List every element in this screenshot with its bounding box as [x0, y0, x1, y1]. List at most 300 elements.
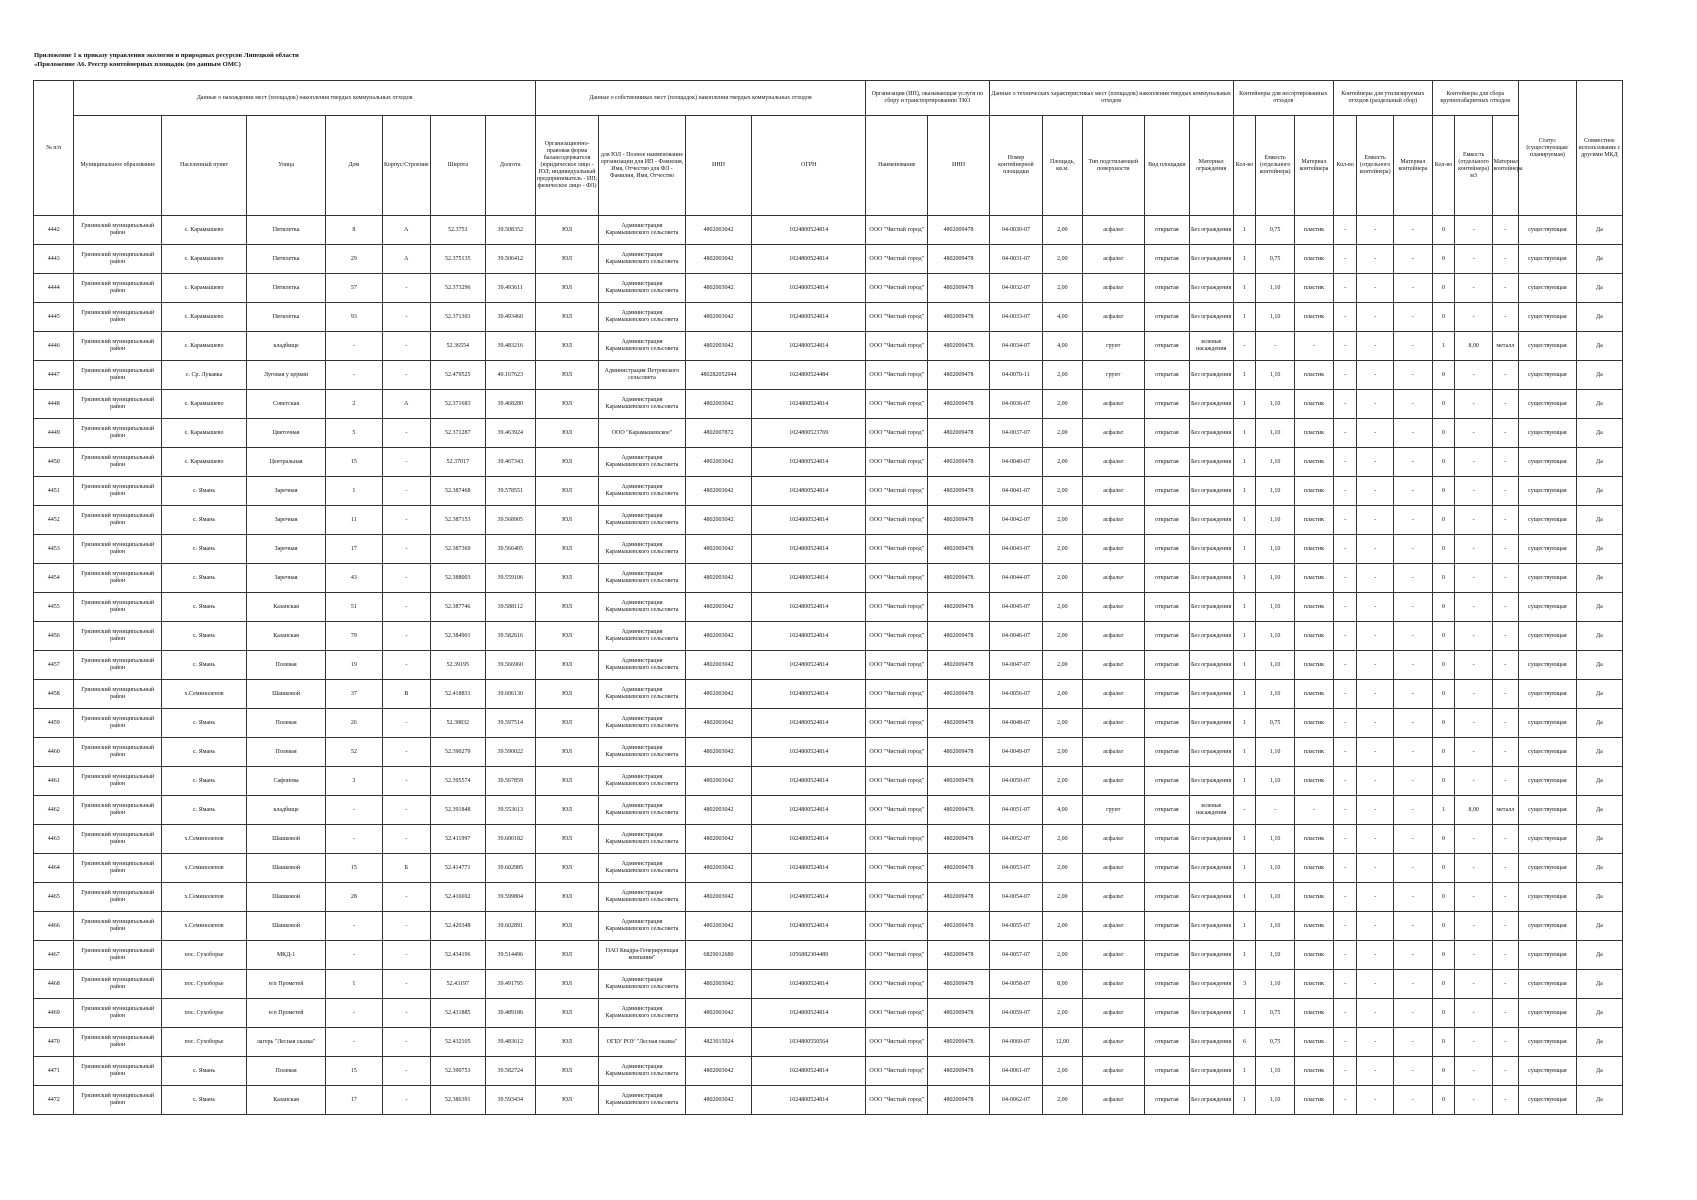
table-cell: 4467 [34, 941, 74, 970]
table-cell: Пятилетка [247, 216, 326, 245]
table-cell: - [1394, 1028, 1432, 1057]
table-cell: 1,10 [1256, 419, 1294, 448]
col-inn: ИНН [685, 116, 752, 216]
table-cell: 4442 [34, 216, 74, 245]
group-sorted: Контейнеры для несортированных отходов [1233, 81, 1334, 116]
table-cell: 1,10 [1256, 274, 1294, 303]
table-cell: 0 [1432, 738, 1455, 767]
table-cell: 1 [1233, 825, 1256, 854]
table-cell: Грязинский муниципальный район [74, 448, 161, 477]
table-cell: - [1233, 332, 1256, 361]
table-cell: - [1455, 1057, 1492, 1086]
table-cell: 4449 [34, 419, 74, 448]
table-cell: ЮЛ [535, 535, 598, 564]
table-cell: 52.387369 [430, 535, 485, 564]
col-recyclable-material: Материал контейнера [1394, 116, 1432, 216]
table-cell: пластик [1294, 245, 1333, 274]
table-cell: зеленые насаждения [1189, 796, 1233, 825]
table-cell: пластик [1294, 854, 1333, 883]
table-cell: - [1455, 216, 1492, 245]
table-cell: асфальт [1082, 274, 1144, 303]
table-cell: - [1357, 854, 1394, 883]
table-cell: 52.38832 [430, 709, 485, 738]
table-cell: 52.416692 [430, 883, 485, 912]
table-cell: 04-0058-07 [989, 970, 1043, 999]
table-cell: ЮЛ [535, 564, 598, 593]
table-cell: - [1492, 912, 1518, 941]
table-cell: 04-0053-07 [989, 854, 1043, 883]
table-cell: 0 [1432, 390, 1455, 419]
table-cell: - [1334, 1086, 1357, 1115]
table-cell: существующая [1518, 1028, 1576, 1057]
table-cell: Без ограждения [1189, 912, 1233, 941]
table-cell: ЮЛ [535, 941, 598, 970]
table-cell: 1 [1233, 303, 1256, 332]
table-cell: Грязинский муниципальный район [74, 883, 161, 912]
table-cell: 6829012680 [685, 941, 752, 970]
table-cell: Заречная [247, 564, 326, 593]
table-row [34, 477, 1623, 506]
table-cell: 4461 [34, 767, 74, 796]
table-cell: 52.384901 [430, 622, 485, 651]
table-cell: 1024800524814 [752, 680, 866, 709]
table-cell: - [1394, 622, 1432, 651]
table-cell: - [1357, 1028, 1394, 1057]
table-cell: кладбище [247, 332, 326, 361]
table-cell: - [1334, 912, 1357, 941]
table-cell: открытая [1144, 883, 1189, 912]
table-cell: 4802009478 [928, 332, 989, 361]
table-cell: пос. Сухоборье [161, 941, 246, 970]
table-cell: ЮЛ [535, 332, 598, 361]
table-row [34, 1086, 1623, 1115]
table-cell: 39.483216 [485, 332, 535, 361]
table-cell: Шашковой [247, 854, 326, 883]
table-cell: 04-0033-07 [989, 303, 1043, 332]
table-cell: 1 [1233, 622, 1256, 651]
table-cell: 4802009478 [928, 709, 989, 738]
group-recyclable: Контейнеры для утилизируемых отходов (раздельный сбор) [1334, 81, 1432, 116]
table-row [34, 1057, 1623, 1086]
table-cell: - [382, 448, 430, 477]
table-cell: - [1334, 680, 1357, 709]
table-cell: 4445 [34, 303, 74, 332]
table-cell: Грязинский муниципальный район [74, 593, 161, 622]
table-row [34, 883, 1623, 912]
table-cell: 1,10 [1256, 680, 1294, 709]
table-cell: пластик [1294, 303, 1333, 332]
table-cell: 52 [325, 738, 382, 767]
table-cell: 4802009478 [928, 738, 989, 767]
table-cell: 4802009478 [928, 1057, 989, 1086]
table-cell: Да [1576, 390, 1622, 419]
table-cell: 4802009478 [928, 303, 989, 332]
table-cell: 4802003042 [685, 796, 752, 825]
table-cell: существующая [1518, 622, 1576, 651]
table-cell: 1 [1233, 941, 1256, 970]
table-cell: асфальт [1082, 709, 1144, 738]
table-cell: 52.36554 [430, 332, 485, 361]
table-cell: 0 [1432, 854, 1455, 883]
col-surface: Тип подстилающей поверхности [1082, 116, 1144, 216]
table-cell: пластик [1294, 883, 1333, 912]
table-cell: 4802003042 [685, 883, 752, 912]
table-cell: 1024800524814 [752, 709, 866, 738]
table-cell: 2,00 [1043, 361, 1082, 390]
table-cell: - [1334, 419, 1357, 448]
table-cell: 0 [1432, 825, 1455, 854]
table-cell: 39.568905 [485, 506, 535, 535]
table-cell: 4802009478 [928, 593, 989, 622]
table-cell: - [325, 361, 382, 390]
table-cell: 1,10 [1256, 941, 1294, 970]
table-cell: пос. Сухоборье [161, 1028, 246, 1057]
table-cell: открытая [1144, 216, 1189, 245]
table-cell: 0,75 [1256, 245, 1294, 274]
table-cell: ЮЛ [535, 361, 598, 390]
table-cell: 2,00 [1043, 767, 1082, 796]
table-cell: 4447 [34, 361, 74, 390]
table-cell: Казанская [247, 593, 326, 622]
table-cell: ПАО Квадра-Генерирующая компания" [599, 941, 685, 970]
table-cell: асфальт [1082, 680, 1144, 709]
table-cell: - [1394, 477, 1432, 506]
table-row [34, 651, 1623, 680]
table-cell: 1024800524814 [752, 593, 866, 622]
table-cell: - [382, 535, 430, 564]
table-cell: - [1334, 216, 1357, 245]
table-cell: ЮЛ [535, 274, 598, 303]
table-cell: - [1334, 332, 1357, 361]
table-cell: Да [1576, 506, 1622, 535]
table-cell: 4464 [34, 854, 74, 883]
table-cell: 1 [1233, 448, 1256, 477]
table-cell: - [382, 883, 430, 912]
table-cell: с. Ямань [161, 1057, 246, 1086]
table-cell: Без ограждения [1189, 941, 1233, 970]
table-cell: 4802003042 [685, 448, 752, 477]
table-cell: открытая [1144, 245, 1189, 274]
table-cell: - [1394, 796, 1432, 825]
table-cell: ЮЛ [535, 1086, 598, 1115]
table-cell: существующая [1518, 825, 1576, 854]
table-cell: 52.371287 [430, 419, 485, 448]
table-cell: открытая [1144, 854, 1189, 883]
table-cell: - [1492, 593, 1518, 622]
table-cell: 0 [1432, 1057, 1455, 1086]
table-cell: 4,00 [1043, 303, 1082, 332]
table-cell: Грязинский муниципальный район [74, 854, 161, 883]
table-cell: ООО "Чистый город" [866, 361, 928, 390]
table-cell: - [1455, 767, 1492, 796]
table-cell: - [1334, 245, 1357, 274]
table-cell: Да [1576, 883, 1622, 912]
table-cell: Центральная [247, 448, 326, 477]
table-cell: существующая [1518, 651, 1576, 680]
table-cell: Грязинский муниципальный район [74, 912, 161, 941]
col-site-type: Вид площадки [1144, 116, 1189, 216]
table-cell: Администрация Карамышевского сельсовета [599, 680, 685, 709]
table-cell: существующая [1518, 999, 1576, 1028]
table-cell: открытая [1144, 796, 1189, 825]
table-cell: пластик [1294, 622, 1333, 651]
table-cell: Да [1576, 854, 1622, 883]
table-cell: Да [1576, 622, 1622, 651]
table-cell: Да [1576, 709, 1622, 738]
table-cell: 4802007872 [685, 419, 752, 448]
table-cell: 4450 [34, 448, 74, 477]
table-cell: существующая [1518, 535, 1576, 564]
table-cell: - [1394, 274, 1432, 303]
document-header [34, 52, 299, 69]
table-cell: - [1455, 274, 1492, 303]
table-cell: 51 [325, 593, 382, 622]
table-cell: 1 [1233, 854, 1256, 883]
table-cell: 4802009478 [928, 564, 989, 593]
table-cell: 0,75 [1256, 709, 1294, 738]
table-cell: с. Ямань [161, 477, 246, 506]
table-cell: Да [1576, 1057, 1622, 1086]
table-cell: ООО "Чистый город" [866, 216, 928, 245]
table-cell: 1024800524814 [752, 477, 866, 506]
table-cell: 11 [325, 506, 382, 535]
table-cell: 4802009478 [928, 1086, 989, 1115]
col-site-no: Номер контейнерной площадки [989, 116, 1043, 216]
table-cell: 2,00 [1043, 999, 1082, 1028]
table-cell: - [1334, 448, 1357, 477]
table-cell: существующая [1518, 245, 1576, 274]
table-cell: 52.434196 [430, 941, 485, 970]
table-cell: 39.559106 [485, 564, 535, 593]
table-cell: зеленые насаждения [1189, 332, 1233, 361]
table-cell: - [1334, 477, 1357, 506]
table-cell: 1024800524814 [752, 883, 866, 912]
table-cell: Да [1576, 303, 1622, 332]
table-cell: 1,10 [1256, 767, 1294, 796]
table-cell: открытая [1144, 390, 1189, 419]
table-cell: ЮЛ [535, 651, 598, 680]
table-cell: Грязинский муниципальный район [74, 651, 161, 680]
table-cell: 2,00 [1043, 622, 1082, 651]
table-cell: - [1394, 332, 1432, 361]
table-cell: с. Карамышево [161, 303, 246, 332]
table-cell: 52.386391 [430, 1086, 485, 1115]
table-cell: - [382, 564, 430, 593]
table-cell: 4802009478 [928, 796, 989, 825]
table-cell: 29 [325, 245, 382, 274]
table-cell: - [1357, 332, 1394, 361]
col-num: № п/п [34, 81, 74, 216]
table-cell: - [1394, 535, 1432, 564]
table-cell: Да [1576, 216, 1622, 245]
table-cell: - [382, 796, 430, 825]
table-cell: 04-0032-07 [989, 274, 1043, 303]
table-cell: - [382, 1057, 430, 1086]
table-cell: 43 [325, 564, 382, 593]
table-cell: 39.606130 [485, 680, 535, 709]
table-cell: 1024800524814 [752, 651, 866, 680]
table-cell: пластик [1294, 651, 1333, 680]
table-cell: 4453 [34, 535, 74, 564]
table-cell: 04-0057-07 [989, 941, 1043, 970]
table-cell: открытая [1144, 361, 1189, 390]
table-cell: Без ограждения [1189, 216, 1233, 245]
table-cell: 52.388003 [430, 564, 485, 593]
table-cell: Грязинский муниципальный район [74, 477, 161, 506]
table-cell: 1 [1233, 1057, 1256, 1086]
table-cell: - [1294, 332, 1333, 361]
table-cell: - [1256, 796, 1294, 825]
table-cell: Администрация Карамышевского сельсовета [599, 216, 685, 245]
table-cell: Грязинский муниципальный район [74, 999, 161, 1028]
col-shared: Совместное использование с другими МКД [1576, 81, 1622, 216]
table-cell: ЮЛ [535, 216, 598, 245]
table-cell: открытая [1144, 651, 1189, 680]
table-cell: асфальт [1082, 651, 1144, 680]
table-cell: - [1455, 361, 1492, 390]
table-cell: Администрация Карамышевского сельсовета [599, 303, 685, 332]
table-cell: 4456 [34, 622, 74, 651]
table-cell: Грязинский муниципальный район [74, 970, 161, 999]
table-cell: Без ограждения [1189, 274, 1233, 303]
table-cell: Грязинский муниципальный район [74, 564, 161, 593]
table-cell: открытая [1144, 680, 1189, 709]
table-cell: открытая [1144, 535, 1189, 564]
col-street: Улица [247, 116, 326, 216]
table-cell: Полевая [247, 651, 326, 680]
table-cell: н/п Прометей [247, 999, 326, 1028]
table-cell: 04-0050-07 [989, 767, 1043, 796]
table-cell: ЮЛ [535, 1057, 598, 1086]
table-cell: 8,00 [1455, 796, 1492, 825]
table-cell: 39.582616 [485, 622, 535, 651]
table-cell: пластик [1294, 941, 1333, 970]
table-cell: 480282052944 [685, 361, 752, 390]
table-cell: Без ограждения [1189, 303, 1233, 332]
table-cell: х.Семинолепов [161, 854, 246, 883]
table-cell: - [1357, 680, 1394, 709]
table-cell: - [1492, 274, 1518, 303]
table-cell: ООО "Чистый город" [866, 564, 928, 593]
table-cell: - [1492, 622, 1518, 651]
table-cell: пластик [1294, 912, 1333, 941]
table-cell: 0 [1432, 1086, 1455, 1115]
table-cell: пос. Сухоборье [161, 970, 246, 999]
table-cell: - [1357, 506, 1394, 535]
table-cell: 4802003042 [685, 738, 752, 767]
table-cell: существующая [1518, 448, 1576, 477]
table-cell: Да [1576, 796, 1622, 825]
table-cell: Без ограждения [1189, 767, 1233, 796]
col-sorted-count: Кол-во [1233, 116, 1256, 216]
table-cell: 4802009478 [928, 825, 989, 854]
table-cell: - [1357, 796, 1394, 825]
table-cell: 4802003042 [685, 593, 752, 622]
table-cell: 2,00 [1043, 506, 1082, 535]
table-cell: - [382, 361, 430, 390]
table-cell: 4457 [34, 651, 74, 680]
table-cell: асфальт [1082, 767, 1144, 796]
table-cell: - [1492, 1028, 1518, 1057]
table-cell: ООО "Чистый город" [866, 767, 928, 796]
table-cell: Грязинский муниципальный район [74, 622, 161, 651]
table-cell: 4802003042 [685, 970, 752, 999]
table-cell: А [382, 216, 430, 245]
table-cell: - [1455, 941, 1492, 970]
table-cell: 1024800523769 [752, 419, 866, 448]
table-cell: - [1492, 361, 1518, 390]
table-cell: ООО "Чистый город" [866, 390, 928, 419]
table-cell: 1024800524814 [752, 1057, 866, 1086]
table-cell: пластик [1294, 680, 1333, 709]
table-cell: 4470 [34, 1028, 74, 1057]
table-cell: - [1394, 390, 1432, 419]
table-cell: Да [1576, 245, 1622, 274]
table-cell: - [1455, 506, 1492, 535]
table-cell: 0 [1432, 477, 1455, 506]
table-cell: грунт [1082, 361, 1144, 390]
table-cell: существующая [1518, 796, 1576, 825]
table-cell: Да [1576, 535, 1622, 564]
table-row [34, 709, 1623, 738]
table-cell: 4802003042 [685, 825, 752, 854]
col-operator-inn: ИНН [928, 116, 989, 216]
table-cell: 39.602985 [485, 854, 535, 883]
table-cell: - [1492, 245, 1518, 274]
table-cell: 4459 [34, 709, 74, 738]
table-cell: 4802009478 [928, 361, 989, 390]
table-cell: 1,10 [1256, 593, 1294, 622]
table-cell: 1 [1233, 738, 1256, 767]
table-cell: 0 [1432, 709, 1455, 738]
table-cell: 39.590022 [485, 738, 535, 767]
table-cell: 39.553613 [485, 796, 535, 825]
table-cell: открытая [1144, 999, 1189, 1028]
table-cell: - [1492, 216, 1518, 245]
table-cell: открытая [1144, 419, 1189, 448]
table-cell: - [1334, 999, 1357, 1028]
table-cell: 1,10 [1256, 1057, 1294, 1086]
table-cell: Без ограждения [1189, 245, 1233, 274]
table-cell: - [325, 999, 382, 1028]
table-cell: 1024800524814 [752, 274, 866, 303]
table-cell: - [1357, 941, 1394, 970]
table-cell: 04-0030-07 [989, 216, 1043, 245]
table-cell: 37 [325, 680, 382, 709]
table-cell: Администрация Карамышевского сельсовета [599, 245, 685, 274]
table-cell: металл [1492, 796, 1518, 825]
table-cell: открытая [1144, 622, 1189, 651]
table-cell: 4802003042 [685, 912, 752, 941]
table-cell: - [1334, 390, 1357, 419]
table-cell: 04-0061-07 [989, 1057, 1043, 1086]
table-cell: - [1455, 738, 1492, 767]
table-cell: с. Карамышево [161, 419, 246, 448]
table-cell: пластик [1294, 593, 1333, 622]
table-cell: х.Семинолепов [161, 912, 246, 941]
table-cell: Грязинский муниципальный район [74, 941, 161, 970]
table-cell: Да [1576, 1086, 1622, 1115]
table-cell: Грязинский муниципальный район [74, 361, 161, 390]
table-cell: 6 [1233, 1028, 1256, 1057]
table-cell: Грязинский муниципальный район [74, 825, 161, 854]
table-cell: с. Ямань [161, 622, 246, 651]
table-cell: - [1357, 593, 1394, 622]
table-cell: с. Карамышево [161, 390, 246, 419]
table-cell: - [1357, 999, 1394, 1028]
table-cell: 4802003042 [685, 390, 752, 419]
table-cell: х.Семинолепов [161, 680, 246, 709]
